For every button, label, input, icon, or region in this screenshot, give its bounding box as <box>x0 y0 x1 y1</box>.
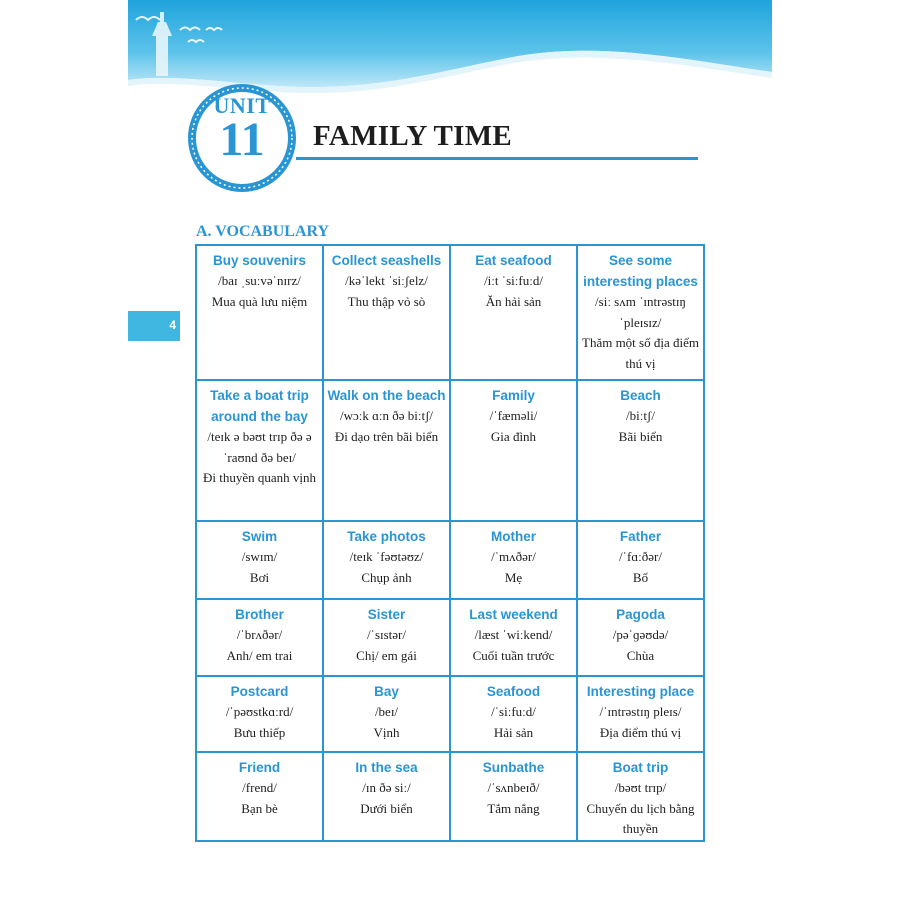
vocab-ipa: /ˈsʌnbeɪð/ <box>487 780 540 795</box>
unit-label: UNIT <box>213 93 271 118</box>
vocab-word: Last weekend <box>469 607 558 622</box>
vocab-word: See some interesting places <box>583 253 698 289</box>
vocab-ipa: /læst ˈwiːkend/ <box>474 627 553 642</box>
vocab-meaning: Thăm một số địa điểm thú vị <box>582 335 699 371</box>
vocab-meaning: Mua quà lưu niệm <box>211 293 308 309</box>
vocab-ipa: /swɪm/ <box>241 549 278 564</box>
vocab-word: Father <box>619 529 662 544</box>
vocab-ipa: /ˈfæməli/ <box>489 408 538 423</box>
table-row <box>195 753 705 842</box>
vocab-word: Eat seafood <box>475 253 552 268</box>
vocab-meaning: Chị/ em gái <box>356 647 417 663</box>
vocab-ipa: /ˈsiːfuːd/ <box>491 704 536 719</box>
vocab-ipa: /kəˈlekt ˈsiːʃelz/ <box>345 273 428 288</box>
vocab-cell <box>451 244 578 381</box>
table-row <box>195 677 705 753</box>
vocab-word: Sister <box>367 607 406 622</box>
page-number: 4 <box>169 318 176 332</box>
vocab-ipa: /ˈfɑːðər/ <box>619 549 662 564</box>
table-row <box>195 381 705 522</box>
vocab-ipa: /baɪ ˌsuːvəˈnɪrz/ <box>218 273 301 288</box>
vocab-word: Beach <box>620 388 661 403</box>
vocab-ipa: /pəˈɡəʊdə/ <box>612 627 669 642</box>
vocab-word: Mother <box>491 529 536 544</box>
vocab-word: Interesting place <box>586 684 695 699</box>
vocab-ipa: /iːt ˈsiːfuːd/ <box>484 273 543 288</box>
vocab-meaning: Hải sản <box>493 724 534 740</box>
vocab-word: Boat trip <box>612 760 669 775</box>
vocab-word: Bay <box>374 684 399 699</box>
vocab-meaning: Bạn bè <box>241 800 278 816</box>
vocab-cell <box>451 677 578 753</box>
vocab-ipa: /wɔːk ɑːn ðə biːtʃ/ <box>339 408 434 423</box>
vocab-cell <box>195 600 324 677</box>
vocab-cell <box>578 244 705 381</box>
vocab-cell <box>451 522 578 600</box>
unit-number: 11 <box>219 113 265 166</box>
vocab-meaning: Bưu thiếp <box>233 724 286 740</box>
vocab-ipa: /ˈɪntrəstɪŋ pleɪs/ <box>599 704 682 719</box>
vocab-ipa: /ˈmʌðər/ <box>491 549 536 564</box>
unit-title: FAMILY TIME <box>313 120 513 152</box>
vocab-cell <box>578 677 705 753</box>
page-number-tab <box>128 311 180 341</box>
vocab-word: Buy souvenirs <box>212 253 307 268</box>
vocab-ipa: /ɪn ðə siː/ <box>362 780 411 795</box>
vocab-cell <box>324 677 451 753</box>
vocab-meaning: Anh/ em trai <box>226 647 293 663</box>
table-row <box>195 600 705 677</box>
title-underline <box>296 157 698 160</box>
vocab-cell <box>578 753 705 842</box>
vocab-meaning: Vịnh <box>373 724 400 740</box>
vocab-meaning: Bố <box>632 569 649 585</box>
vocab-cell <box>195 244 324 381</box>
vocab-meaning: Cuối tuần trước <box>472 647 555 663</box>
vocab-ipa: /teɪk ə bəʊt trɪp ðə əˈraʊnd ðə beɪ/ <box>207 429 312 465</box>
table-row <box>195 522 705 600</box>
vocab-ipa: /ˈbrʌðər/ <box>236 627 283 642</box>
vocab-cell <box>324 244 451 381</box>
vocab-ipa: /bəʊt trɪp/ <box>614 780 667 795</box>
vocab-word: Swim <box>241 529 278 544</box>
vocab-cell <box>451 753 578 842</box>
vocab-cell <box>578 381 705 522</box>
vocab-word: Seafood <box>486 684 541 699</box>
vocab-cell <box>195 381 324 522</box>
vocab-cell <box>195 753 324 842</box>
vocab-word: Brother <box>235 607 284 622</box>
vocab-word: Walk on the beach <box>327 388 446 403</box>
vocab-ipa: /siː sʌm ˈɪntrəstɪŋ ˈpleɪsɪz/ <box>595 294 686 330</box>
vocab-ipa: /frend/ <box>242 780 277 795</box>
vocab-meaning: Chuyến du lịch bằng thuyền <box>586 800 695 836</box>
vocab-cell <box>324 381 451 522</box>
vocab-meaning: Bãi biển <box>618 428 663 444</box>
vocab-ipa: /ˈpəʊstkɑːrd/ <box>225 704 294 719</box>
vocab-meaning: Bơi <box>249 569 270 585</box>
vocab-cell <box>324 600 451 677</box>
vocab-word: In the sea <box>355 760 418 775</box>
vocab-meaning: Chụp ảnh <box>361 569 412 585</box>
vocab-cell <box>195 677 324 753</box>
vocab-word: Family <box>492 388 535 403</box>
vocab-cell <box>578 522 705 600</box>
vocab-ipa: /ˈsɪstər/ <box>367 627 406 642</box>
vocab-ipa: /teɪk ˈfəʊtəʊz/ <box>349 549 424 564</box>
vocab-meaning: Dưới biển <box>360 800 413 816</box>
vocab-word: Pagoda <box>616 607 665 622</box>
vocab-cell <box>451 600 578 677</box>
vocab-meaning: Tắm nắng <box>487 800 540 816</box>
vocab-meaning: Thu thập vỏ sò <box>347 293 426 309</box>
vocab-word: Take photos <box>347 529 426 544</box>
vocab-meaning: Chùa <box>626 647 655 663</box>
vocab-meaning: Gia đình <box>490 428 537 444</box>
vocab-meaning: Ăn hải sản <box>485 293 542 309</box>
vocab-cell <box>578 600 705 677</box>
vocab-word: Take a boat trip around the bay <box>210 388 309 424</box>
vocab-cell <box>451 381 578 522</box>
vocab-cell <box>324 522 451 600</box>
vocab-word: Sunbathe <box>482 760 545 775</box>
section-heading: A. VOCABULARY <box>196 223 330 240</box>
vocab-cell <box>324 753 451 842</box>
vocab-word: Friend <box>238 760 281 775</box>
vocab-meaning: Đi dạo trên bãi biển <box>334 428 439 444</box>
vocab-meaning: Địa điểm thú vị <box>599 724 682 740</box>
vocab-meaning: Mẹ <box>504 569 523 585</box>
vocab-ipa: /beɪ/ <box>374 704 399 719</box>
unit-badge <box>186 82 298 194</box>
vocab-cell <box>195 522 324 600</box>
table-row <box>195 244 705 381</box>
vocab-word: Collect seashells <box>331 253 442 268</box>
vocab-word: Postcard <box>230 684 289 699</box>
vocab-ipa: /biːtʃ/ <box>626 408 655 423</box>
vocab-meaning: Đi thuyền quanh vịnh <box>202 470 316 485</box>
vocabulary-table <box>195 244 705 842</box>
